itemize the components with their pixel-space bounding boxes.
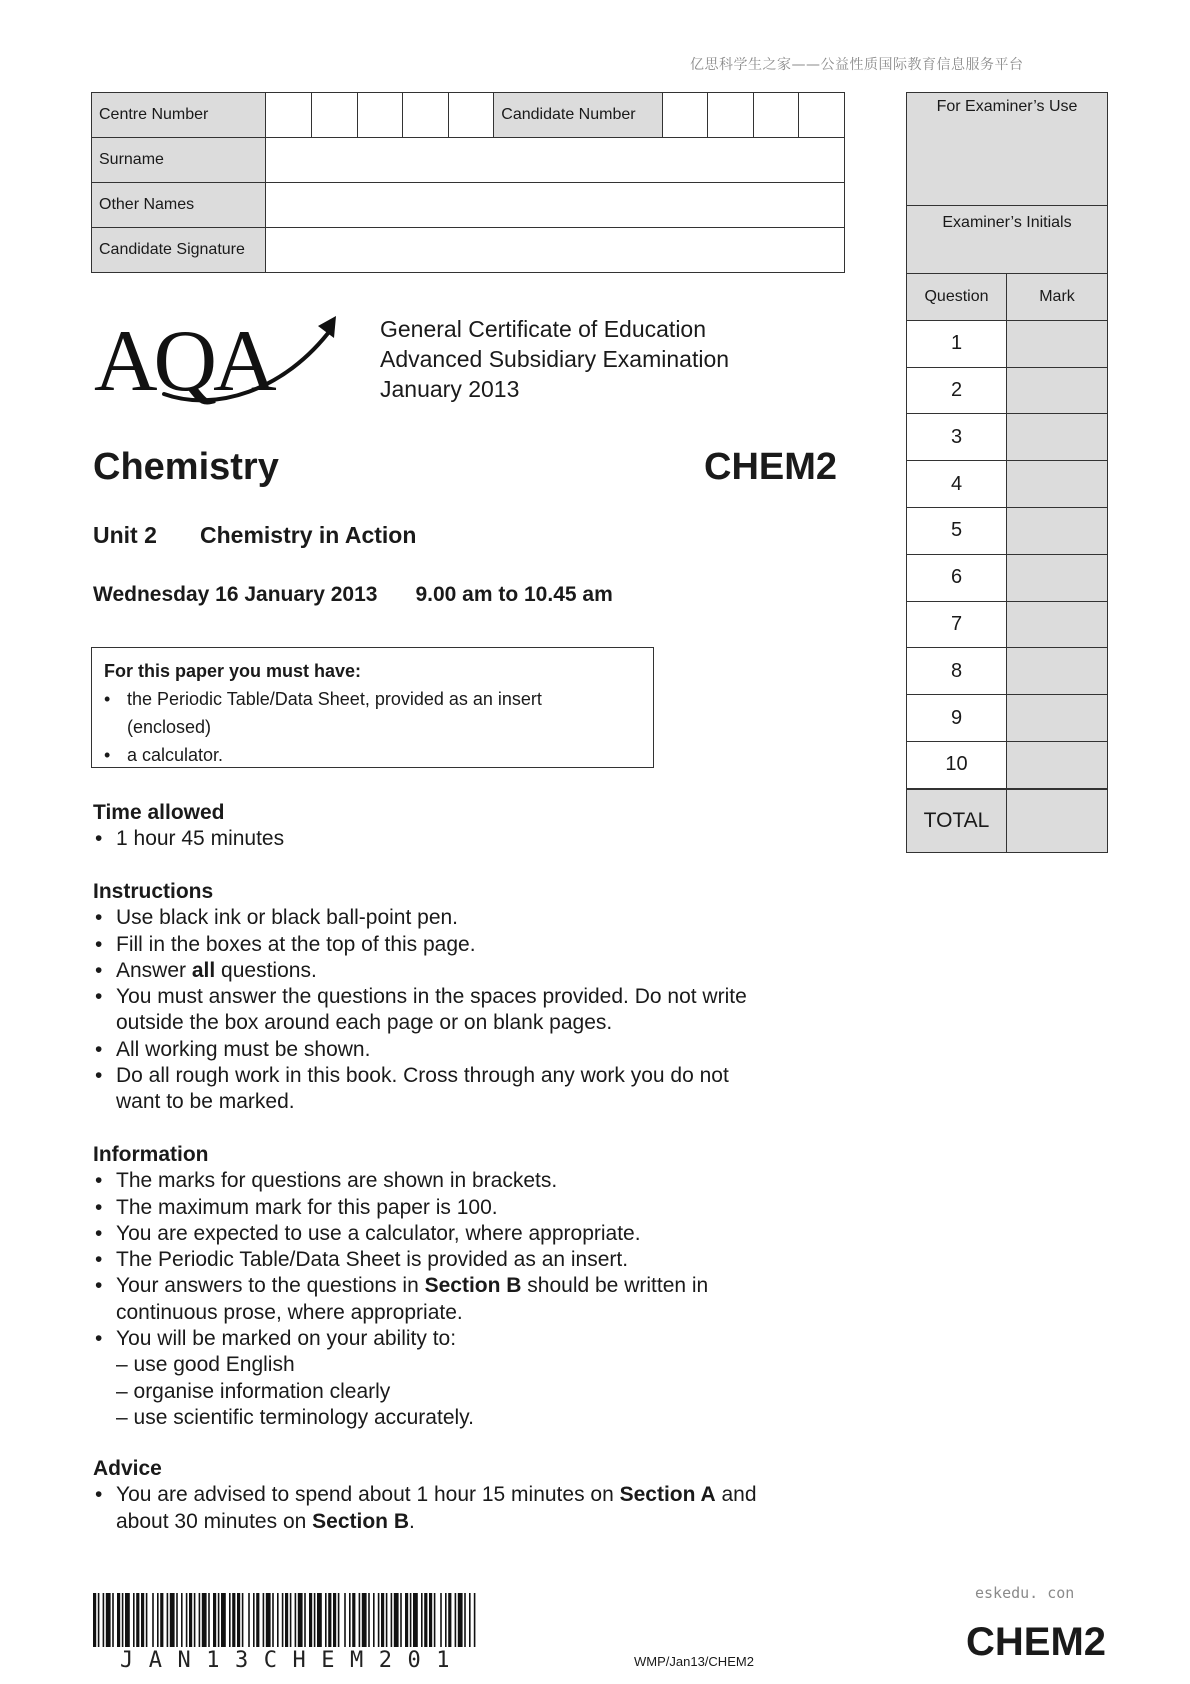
instruction-item: • Use black ink or black ball-point pen. [93,905,853,931]
barcode-bar [266,1593,271,1647]
barcode-bar [146,1593,148,1647]
barcode-bar [176,1593,178,1647]
paper-reference: WMP/Jan13/CHEM2 [634,1654,754,1669]
examiner-use-table [906,92,1108,853]
barcode-bar [349,1593,351,1647]
barcode-bar [248,1593,250,1647]
materials-heading: For this paper you must have: [104,661,362,681]
question-number: 5 [907,508,1007,554]
aqa-logo [94,308,344,408]
surname-row [92,138,845,183]
barcode-bar [378,1593,380,1647]
information-text: should be written in [521,1274,709,1298]
materials-item: • a calculator. [104,741,641,769]
mark-cell[interactable] [1007,414,1107,460]
barcode-bar [298,1593,303,1647]
candidate-number-label: Candidate Number [494,93,662,138]
advice-text: You are advised to spend about 1 hour 15 minutes on [116,1483,620,1507]
information-heading: Information [93,1143,209,1166]
barcode-bar [391,1593,393,1647]
barcode-bar [328,1593,331,1647]
barcode-bar [186,1593,188,1647]
barcode-bar [295,1593,297,1647]
barcode-bar [309,1593,312,1647]
advice-emphasis: Section B [312,1509,409,1533]
information-item: • You are expected to use a calculator, where appropriate. [93,1221,853,1247]
barcode-bar [194,1593,196,1647]
materials-item-text: (enclosed) [127,717,212,737]
centre-number-digit-box[interactable] [448,93,494,138]
materials-item [104,685,641,741]
total-mark-cell[interactable] [1007,790,1107,852]
information-item: • The maximum mark for this paper is 100. [93,1195,853,1221]
barcode-bar [352,1593,355,1647]
barcode-bar [458,1593,463,1647]
barcode-bar [448,1593,451,1647]
surname-field[interactable] [266,138,845,183]
candidate-number-digit-box[interactable] [799,93,845,138]
exam-date: Wednesday 16 January 2013 [93,583,378,606]
instruction-item: • Fill in the boxes at the top of this page. [93,932,853,958]
barcode-bar [157,1593,159,1647]
barcode-bar [440,1593,442,1647]
barcode-bar [455,1593,457,1647]
question-row [907,648,1107,695]
advice-item [93,1482,853,1535]
skill-item: – use scientific terminology accurately. [116,1405,474,1429]
information-emphasis: Section B [424,1274,522,1298]
question-number: 4 [907,461,1007,507]
question-number: 9 [907,695,1007,741]
aqa-logo-text: AQA [94,313,273,408]
advice-emphasis: Section A [619,1483,716,1507]
barcode-bar [112,1593,114,1647]
barcode-bar [136,1593,139,1647]
barcode-bar [117,1593,120,1647]
barcode-bar [381,1593,384,1647]
centre-number-digit-box[interactable] [357,93,403,138]
barcode-bar [304,1593,306,1647]
skill-item: – organise information clearly [116,1379,391,1403]
barcode-bar [93,1593,96,1647]
question-column-header: Question [907,274,1007,320]
question-row [907,742,1107,788]
barcode-bar [189,1593,192,1647]
unit-heading [93,522,416,549]
barcode-bar [218,1593,220,1647]
question-number: 3 [907,414,1007,460]
barcode-bar [282,1593,284,1647]
barcode-bar [103,1593,105,1647]
instruction-item [93,984,853,1037]
barcode-bar [133,1593,135,1647]
barcode-bar [445,1593,447,1647]
barcode-bar [229,1593,231,1647]
qualification-block [380,314,729,404]
barcode-bar [242,1593,244,1647]
information-item: • The Periodic Table/Data Sheet is provided as an insert. [93,1247,853,1273]
barcode-bar [202,1593,207,1647]
watermark-text: 亿思科学生之家——公益性质国际教育信息服务平台 [690,57,1024,73]
mark-cell[interactable] [1007,508,1107,554]
time-allowed-heading: Time allowed [93,801,225,824]
candidate-signature-field[interactable] [266,228,845,273]
question-row [907,414,1107,461]
centre-number-digit-box[interactable] [311,93,357,138]
barcode-bar [263,1593,265,1647]
instruction-item: • All working must be shown. [93,1037,853,1063]
information-section [93,1142,853,1431]
centre-number-digit-box[interactable] [266,93,312,138]
barcode-bar [421,1593,423,1647]
barcode-bar [98,1593,100,1647]
instruction-item [93,958,853,984]
information-item: • The marks for questions are shown in brackets. [93,1168,853,1194]
instruction-text: Do all rough work in this book. Cross through any work you do not [116,1064,729,1088]
instruction-text: want to be marked. [116,1090,295,1114]
barcode-bar [199,1593,201,1647]
barcode-bar [237,1593,240,1647]
barcode-bar [125,1593,130,1647]
barcode-bar [424,1593,427,1647]
candidate-number-digit-box[interactable] [753,93,799,138]
qualification-line: General Certificate of Education [380,316,707,342]
barcode-bar [290,1593,292,1647]
centre-number-digit-box[interactable] [403,93,449,138]
question-number: 1 [907,321,1007,367]
advice-text: about 30 minutes on [116,1509,313,1533]
unit-title: Chemistry in Action [200,522,417,548]
advice-text: . [409,1509,415,1533]
barcode-bar [232,1593,235,1647]
barcode-bar [413,1593,418,1647]
barcode-bar [362,1593,367,1647]
mark-cell[interactable] [1007,695,1107,741]
examiner-initials-label: Examiner’s Initials [907,206,1107,274]
surname-label: Surname [92,138,266,183]
barcode-bar [253,1593,255,1647]
barcode-bar [160,1593,163,1647]
barcode-bar [469,1593,471,1647]
paper-code: CHEM2 [704,446,838,488]
other-names-label: Other Names [92,183,266,228]
barcode-bar [152,1593,154,1647]
barcode-bar [429,1593,432,1647]
examiner-column-headers [907,274,1107,321]
site-watermark: eskedu. con [975,1584,1075,1602]
exam-time: 9.00 am to 10.45 am [415,583,613,606]
centre-number-label: Centre Number [92,93,266,138]
session-line: January 2013 [380,376,520,402]
mark-cell[interactable] [1007,321,1107,367]
barcode-bar [277,1593,279,1647]
candidate-details-form [91,92,845,273]
information-text: Your answers to the questions in [116,1274,425,1298]
barcode-bar [167,1593,169,1647]
barcode-bar [344,1593,346,1647]
question-row [907,461,1107,508]
information-item: • You will be marked on your ability to: [93,1326,853,1352]
candidate-number-digit-box[interactable] [662,93,708,138]
instruction-text: You must answer the questions in the spaces provided. Do not write [116,985,747,1009]
question-row [907,602,1107,649]
barcode-bar [474,1593,476,1647]
candidate-signature-label: Candidate Signature [92,228,266,273]
barcode-bar [434,1593,436,1647]
instructions-section [93,879,853,1116]
advice-heading: Advice [93,1457,162,1480]
barcode-bar [106,1593,111,1647]
footer-paper-code: CHEM2 [966,1620,1107,1664]
question-row [907,695,1107,742]
barcode-bar [325,1593,327,1647]
materials-item-text: the Periodic Table/Data Sheet, provided as an insert [127,689,542,709]
barcode-bar [386,1593,388,1647]
candidate-number-digit-box[interactable] [708,93,754,138]
signature-row [92,228,845,273]
barcode-text: JAN13CHEM201 [120,1648,465,1673]
mark-cell[interactable] [1007,555,1107,601]
instruction-item [93,1063,853,1116]
instruction-text: Answer [116,958,192,982]
centre-candidate-row [92,93,845,138]
barcode-bar [317,1593,322,1647]
barcode-bar [181,1593,183,1647]
barcode-bar [208,1593,210,1647]
barcode-bar [213,1593,216,1647]
information-item [93,1273,853,1326]
instruction-text: questions. [215,958,317,982]
question-number: 10 [907,742,1007,788]
mark-cell[interactable] [1007,648,1107,694]
other-names-field[interactable] [266,183,845,228]
barcode-bar [373,1593,375,1647]
barcode-bar [170,1593,175,1647]
time-allowed-value: • 1 hour 45 minutes [93,826,284,852]
barcode-bar [400,1593,402,1647]
barcode-bar [221,1593,226,1647]
information-text: continuous prose, where appropriate. [116,1300,463,1324]
advice-section [93,1456,853,1535]
time-allowed-section [93,800,284,853]
barcode-bar [272,1593,274,1647]
exam-date-time [93,583,613,607]
barcode-bar [314,1593,316,1647]
barcode-bar [285,1593,288,1647]
mark-column-header: Mark [1007,274,1107,320]
barcode-bar [338,1593,340,1647]
barcode-bar [256,1593,259,1647]
barcode-bar [368,1593,370,1647]
question-row [907,321,1107,368]
question-row [907,368,1107,415]
barcode-bar [405,1593,408,1647]
materials-box [91,647,654,768]
instructions-heading: Instructions [93,880,214,903]
mark-cell[interactable] [1007,742,1107,788]
barcode-bar [410,1593,412,1647]
examination-line: Advanced Subsidiary Examination [380,346,730,372]
mark-cell[interactable] [1007,602,1107,648]
instruction-text: outside the box around each page or on blank pages. [116,1011,613,1035]
barcode-bar [122,1593,124,1647]
mark-cell[interactable] [1007,368,1107,414]
question-number: 6 [907,555,1007,601]
barcode-bar [333,1593,336,1647]
question-row [907,555,1107,602]
total-row [907,788,1107,852]
unit-number: Unit 2 [93,522,157,548]
examiner-use-title: For Examiner’s Use [907,93,1107,206]
other-names-row [92,183,845,228]
instruction-emphasis: all [191,958,216,982]
question-number: 8 [907,648,1007,694]
question-number: 7 [907,602,1007,648]
barcode-bar [394,1593,399,1647]
subject-title: Chemistry [93,446,279,488]
barcode-bar [141,1593,144,1647]
barcode-graphic [93,1593,476,1647]
barcode-bar [359,1593,361,1647]
skill-item: – use good English [116,1353,295,1377]
mark-cell[interactable] [1007,461,1107,507]
question-row [907,508,1107,555]
barcode-bar [464,1593,466,1647]
total-label: TOTAL [907,790,1007,852]
question-number: 2 [907,368,1007,414]
advice-text: and [715,1483,757,1507]
